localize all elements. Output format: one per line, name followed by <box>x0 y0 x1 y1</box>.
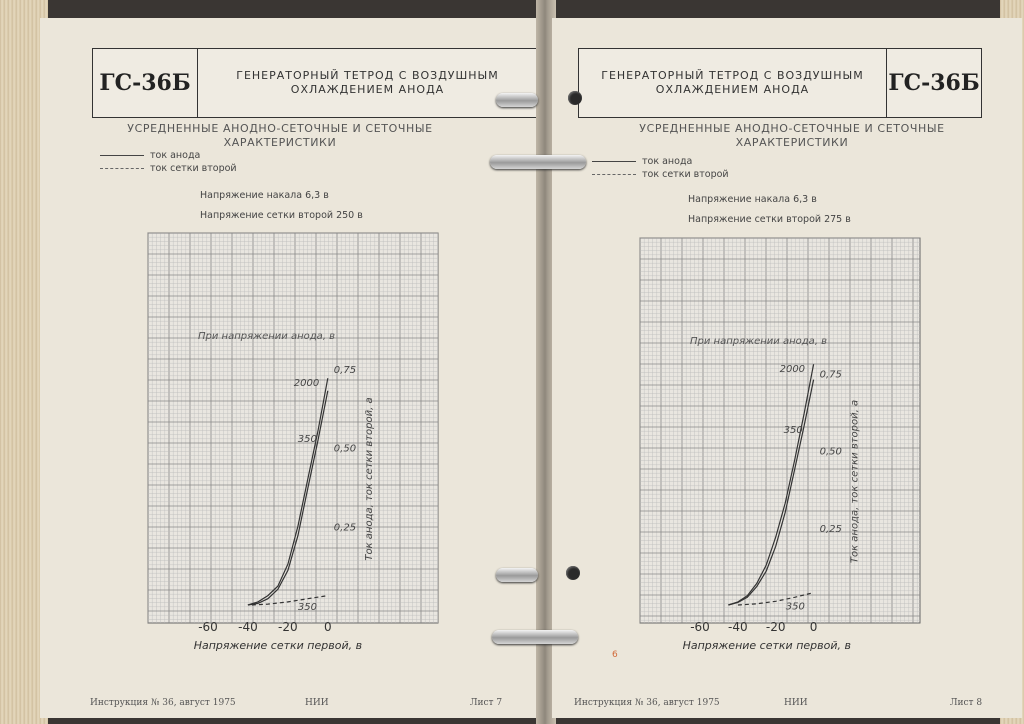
y-tick-label: 0,50 <box>819 446 842 458</box>
header-title <box>198 49 537 117</box>
solid-line-icon <box>592 161 636 162</box>
chart-title-line1: УСРЕДНЕННЫЕ АНОДНО-СЕТОЧНЫЕ И СЕТОЧНЫЕ <box>127 122 433 135</box>
footer-page: Лист 7 <box>470 698 503 708</box>
footer-center: НИИ <box>305 698 329 708</box>
page-left <box>40 18 538 718</box>
chart-title-line2: ХАРАКТЕРИСТИКИ <box>223 136 337 149</box>
curve-label: 350 <box>297 433 317 445</box>
curve-label: 350 <box>297 601 317 613</box>
footer-center: НИИ <box>784 698 808 708</box>
model-code: ГС-36Б <box>93 49 198 117</box>
curve-label: 350 <box>785 601 805 613</box>
legend-grid2: ток сетки второй <box>150 163 237 174</box>
binder-rivet <box>566 566 580 580</box>
curve-label: 350 <box>783 425 803 437</box>
footer-left: Инструкция № 36, август 1975 <box>574 698 720 708</box>
chart-title-line1: УСРЕДНЕННЫЕ АНОДНО-СЕТОЧНЫЕ И СЕТОЧНЫЕ <box>639 122 945 135</box>
filament-voltage: Напряжение накала 6,3 в <box>200 190 329 201</box>
binder-ring <box>496 93 538 107</box>
legend-grid2: ток сетки второй <box>642 169 729 180</box>
conditions <box>200 186 363 226</box>
x-tick-label: 0 <box>809 620 818 634</box>
x-tick-label: -60 <box>198 620 218 634</box>
curve-label: 2000 <box>779 364 806 376</box>
binder-ring <box>496 568 538 582</box>
curve-label: 2000 <box>293 378 320 390</box>
y-tick-label: 0,25 <box>819 523 842 535</box>
y-tick-label: 0,50 <box>333 443 357 455</box>
binder-rivet <box>568 91 582 105</box>
graph-paper <box>640 238 920 623</box>
header-title <box>579 49 887 117</box>
x-tick-label: -40 <box>238 620 258 634</box>
y-tick-label: 0,25 <box>333 522 357 534</box>
footer-page: Лист 8 <box>950 698 983 708</box>
y-axis-label: Ток анода, ток сетки второй, а <box>363 397 375 561</box>
conditions <box>688 190 851 230</box>
legend-anode: ток анода <box>150 150 201 161</box>
header-box <box>92 48 538 118</box>
chart-title <box>100 122 460 150</box>
grid-frame <box>148 233 438 623</box>
dashed-line-icon <box>100 168 144 169</box>
pencil-mark: 6 <box>612 650 618 660</box>
x-tick-label: -20 <box>765 620 786 634</box>
dashed-line-icon <box>592 174 636 175</box>
series-label: При напряжении анода, в <box>198 331 336 342</box>
y-axis-label: Ток анода, ток сетки второй, а <box>849 399 861 564</box>
legend-anode: ток анода <box>642 156 693 167</box>
x-tick-label: -40 <box>728 620 748 634</box>
y-tick-label: 0,75 <box>819 369 842 381</box>
legend <box>592 156 729 180</box>
binder-ring <box>492 630 578 644</box>
chart-left <box>140 223 470 683</box>
footer-left: Инструкция № 36, август 1975 <box>90 698 236 708</box>
header-box <box>578 48 982 118</box>
chart-title <box>612 122 972 150</box>
title-line2: ОХЛАЖДЕНИЕМ АНОДА <box>655 83 810 96</box>
x-axis-label: Напряжение сетки первой, в <box>682 639 851 652</box>
title-line2: ОХЛАЖДЕНИЕМ АНОДА <box>290 83 445 96</box>
x-tick-label: 0 <box>323 620 332 634</box>
title-line1: ГЕНЕРАТОРНЫЙ ТЕТРОД С ВОЗДУШНЫМ <box>601 69 864 82</box>
legend <box>100 150 237 174</box>
binder-ring <box>490 155 586 169</box>
y-tick-label: 0,75 <box>333 364 357 376</box>
chart-title-line2: ХАРАКТЕРИСТИКИ <box>735 136 849 149</box>
graph-paper <box>148 233 438 623</box>
model-code: ГС-36Б <box>888 70 980 96</box>
screen-voltage: Напряжение сетки второй 250 в <box>200 210 363 221</box>
screen-voltage: Напряжение сетки второй 275 в <box>688 214 851 225</box>
x-tick-label: -20 <box>278 620 298 634</box>
solid-line-icon <box>100 155 144 156</box>
filament-voltage: Напряжение накала 6,3 в <box>688 194 817 205</box>
page-right <box>552 18 1022 718</box>
series-label: При напряжении анода, в <box>690 336 828 347</box>
x-tick-label: -60 <box>690 620 710 634</box>
title-line1: ГЕНЕРАТОРНЫЙ ТЕТРОД С ВОЗДУШНЫМ <box>236 69 499 82</box>
chart-right <box>632 228 932 683</box>
x-axis-label: Напряжение сетки первой, в <box>193 639 363 652</box>
